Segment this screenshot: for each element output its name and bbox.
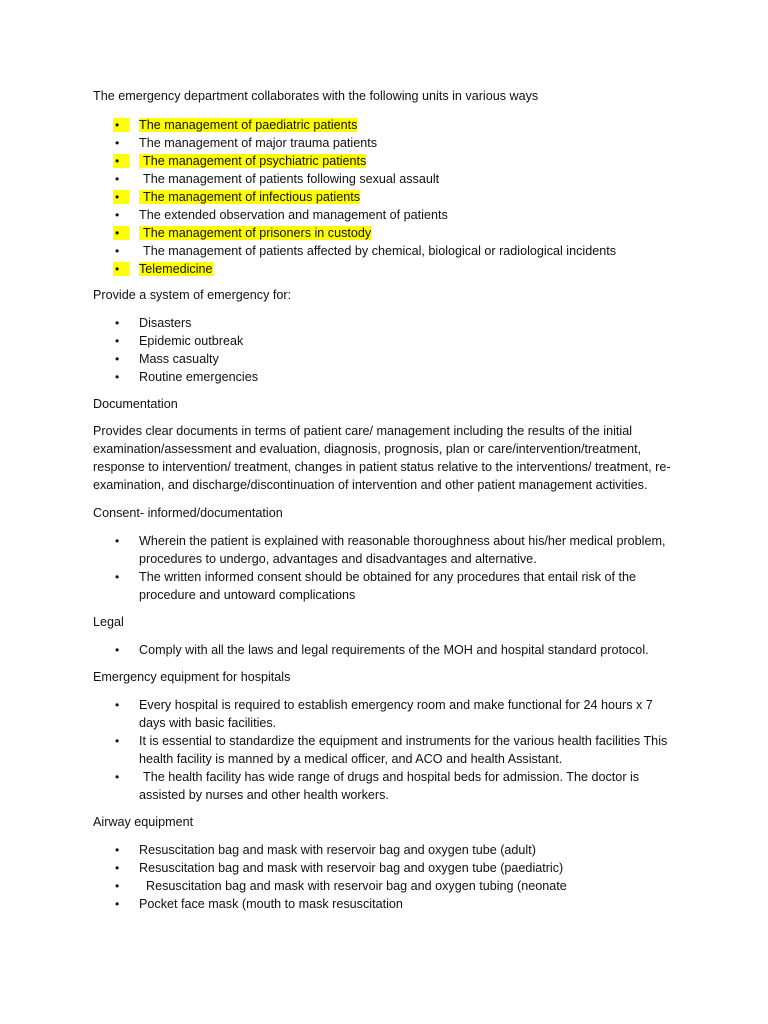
list-item xyxy=(93,859,693,877)
list-item-text: It is essential to standardize the equipment and instruments for the various health facilities This health facility is manned by a medical officer, and ACO and health Assistant. xyxy=(139,734,668,766)
list-item-text: The management of psychiatric patients xyxy=(139,154,366,168)
list-item xyxy=(93,260,693,278)
list-item-text: The management of paediatric patients xyxy=(139,118,358,132)
bullet-icon xyxy=(115,641,119,659)
list-item xyxy=(93,532,683,568)
list-item xyxy=(93,152,693,170)
legal-heading: Legal xyxy=(93,615,124,629)
list-item xyxy=(93,732,678,768)
legal-list xyxy=(93,641,693,659)
bullet-icon xyxy=(115,116,119,134)
list-item xyxy=(93,206,693,224)
bullet-icon xyxy=(115,732,119,750)
list-item xyxy=(93,350,693,368)
list-item xyxy=(93,841,693,859)
document-content xyxy=(93,87,693,913)
list-item-text: The health facility has wide range of drugs and hospital beds for admission. The doctor is assisted by nurses and other health workers. xyxy=(139,770,640,802)
list-item xyxy=(93,134,693,152)
list-item-text: Comply with all the laws and legal requirements of the MOH and hospital standard protocol. xyxy=(139,643,649,657)
list-item-text: The management of major trauma patients xyxy=(139,136,378,150)
list-item xyxy=(93,696,678,732)
bullet-icon xyxy=(115,859,119,877)
list-item-text: Every hospital is required to establish emergency room and make functional for 24 hours x 7 days with basic facilities. xyxy=(139,698,653,730)
airway-heading: Airway equipment xyxy=(93,815,194,829)
list-item-text: Resuscitation bag and mask with reservoir bag and oxygen tubing (neonate xyxy=(146,879,567,893)
list-item-text: Disasters xyxy=(139,316,192,330)
bullet-icon xyxy=(115,877,119,895)
airway-list xyxy=(93,841,693,913)
consent-heading: Consent- informed/documentation xyxy=(93,506,283,520)
list-item-text: Resuscitation bag and mask with reservoir bag and oxygen tube (adult) xyxy=(139,843,536,857)
consent-list xyxy=(93,532,683,604)
list-item-text: Telemedicine xyxy=(139,262,213,276)
list-item-text: The management of infectious patients xyxy=(139,190,360,204)
bullet-icon xyxy=(115,350,119,368)
bullet-icon xyxy=(115,841,119,859)
list-item-text: Mass casualty xyxy=(139,352,219,366)
bullet-icon xyxy=(115,895,119,913)
list-item xyxy=(93,368,693,386)
bullet-icon xyxy=(115,188,119,206)
list-item xyxy=(93,170,693,188)
list-item-text: The management of patients following sexual assault xyxy=(143,172,440,186)
bullet-icon xyxy=(115,170,119,188)
bullet-icon xyxy=(115,332,119,350)
list-item-text: The written informed consent should be obtained for any procedures that entail risk of the procedure and untoward complications xyxy=(139,570,637,602)
list-item-text: Wherein the patient is explained with reasonable thoroughness about his/her medical problem, procedures to undergo, advantages and disadvantages and alternative. xyxy=(139,534,666,566)
list-item-text: The management of patients affected by chemical, biological or radiological incidents xyxy=(143,244,617,258)
list-item-text: Pocket face mask (mouth to mask resuscitation xyxy=(139,897,403,911)
list-item-text: Routine emergencies xyxy=(139,370,259,384)
bullet-icon xyxy=(115,532,119,550)
equipment-list xyxy=(93,696,678,804)
list-item-text: Epidemic outbreak xyxy=(139,334,244,348)
bullet-icon xyxy=(115,224,119,242)
bullet-icon xyxy=(115,260,119,278)
documentation-body: Provides clear documents in terms of patient care/ management including the results of the initial examination/assessment and evaluation, diagnosis, prognosis, plan or care/intervention/treatment, response to intervention/ treatment, changes in patient status relative to the interventions/ treatment, re-examination, and discharge/discontinuation of intervention and other patient management activities. xyxy=(93,424,671,492)
bullet-icon xyxy=(115,568,119,586)
bullet-icon xyxy=(115,696,119,714)
list-item-text: Resuscitation bag and mask with reservoir bag and oxygen tube (paediatric) xyxy=(139,861,564,875)
bullet-icon xyxy=(115,152,119,170)
list-item xyxy=(93,768,678,804)
bullet-icon xyxy=(115,314,119,332)
equipment-heading: Emergency equipment for hospitals xyxy=(93,670,291,684)
list-item-text: The extended observation and management of patients xyxy=(139,208,448,222)
bullet-icon xyxy=(115,368,119,386)
documentation-heading: Documentation xyxy=(93,397,178,411)
bullet-icon xyxy=(115,206,119,224)
units-list xyxy=(93,116,693,278)
list-item xyxy=(93,877,693,895)
list-item xyxy=(93,895,693,913)
list-item xyxy=(93,332,693,350)
list-item xyxy=(93,242,693,260)
bullet-icon xyxy=(115,242,119,260)
bullet-icon xyxy=(115,134,119,152)
list-item xyxy=(93,314,693,332)
list-item xyxy=(93,641,693,659)
list-item xyxy=(93,224,693,242)
list-item xyxy=(93,116,693,134)
bullet-icon xyxy=(115,768,119,786)
list-item xyxy=(93,568,683,604)
intro-paragraph: The emergency department collaborates with the following units in various ways xyxy=(93,89,539,103)
list-item-text: The management of prisoners in custody xyxy=(139,226,371,240)
list-item xyxy=(93,188,693,206)
system-heading: Provide a system of emergency for: xyxy=(93,288,292,302)
system-list xyxy=(93,314,693,386)
